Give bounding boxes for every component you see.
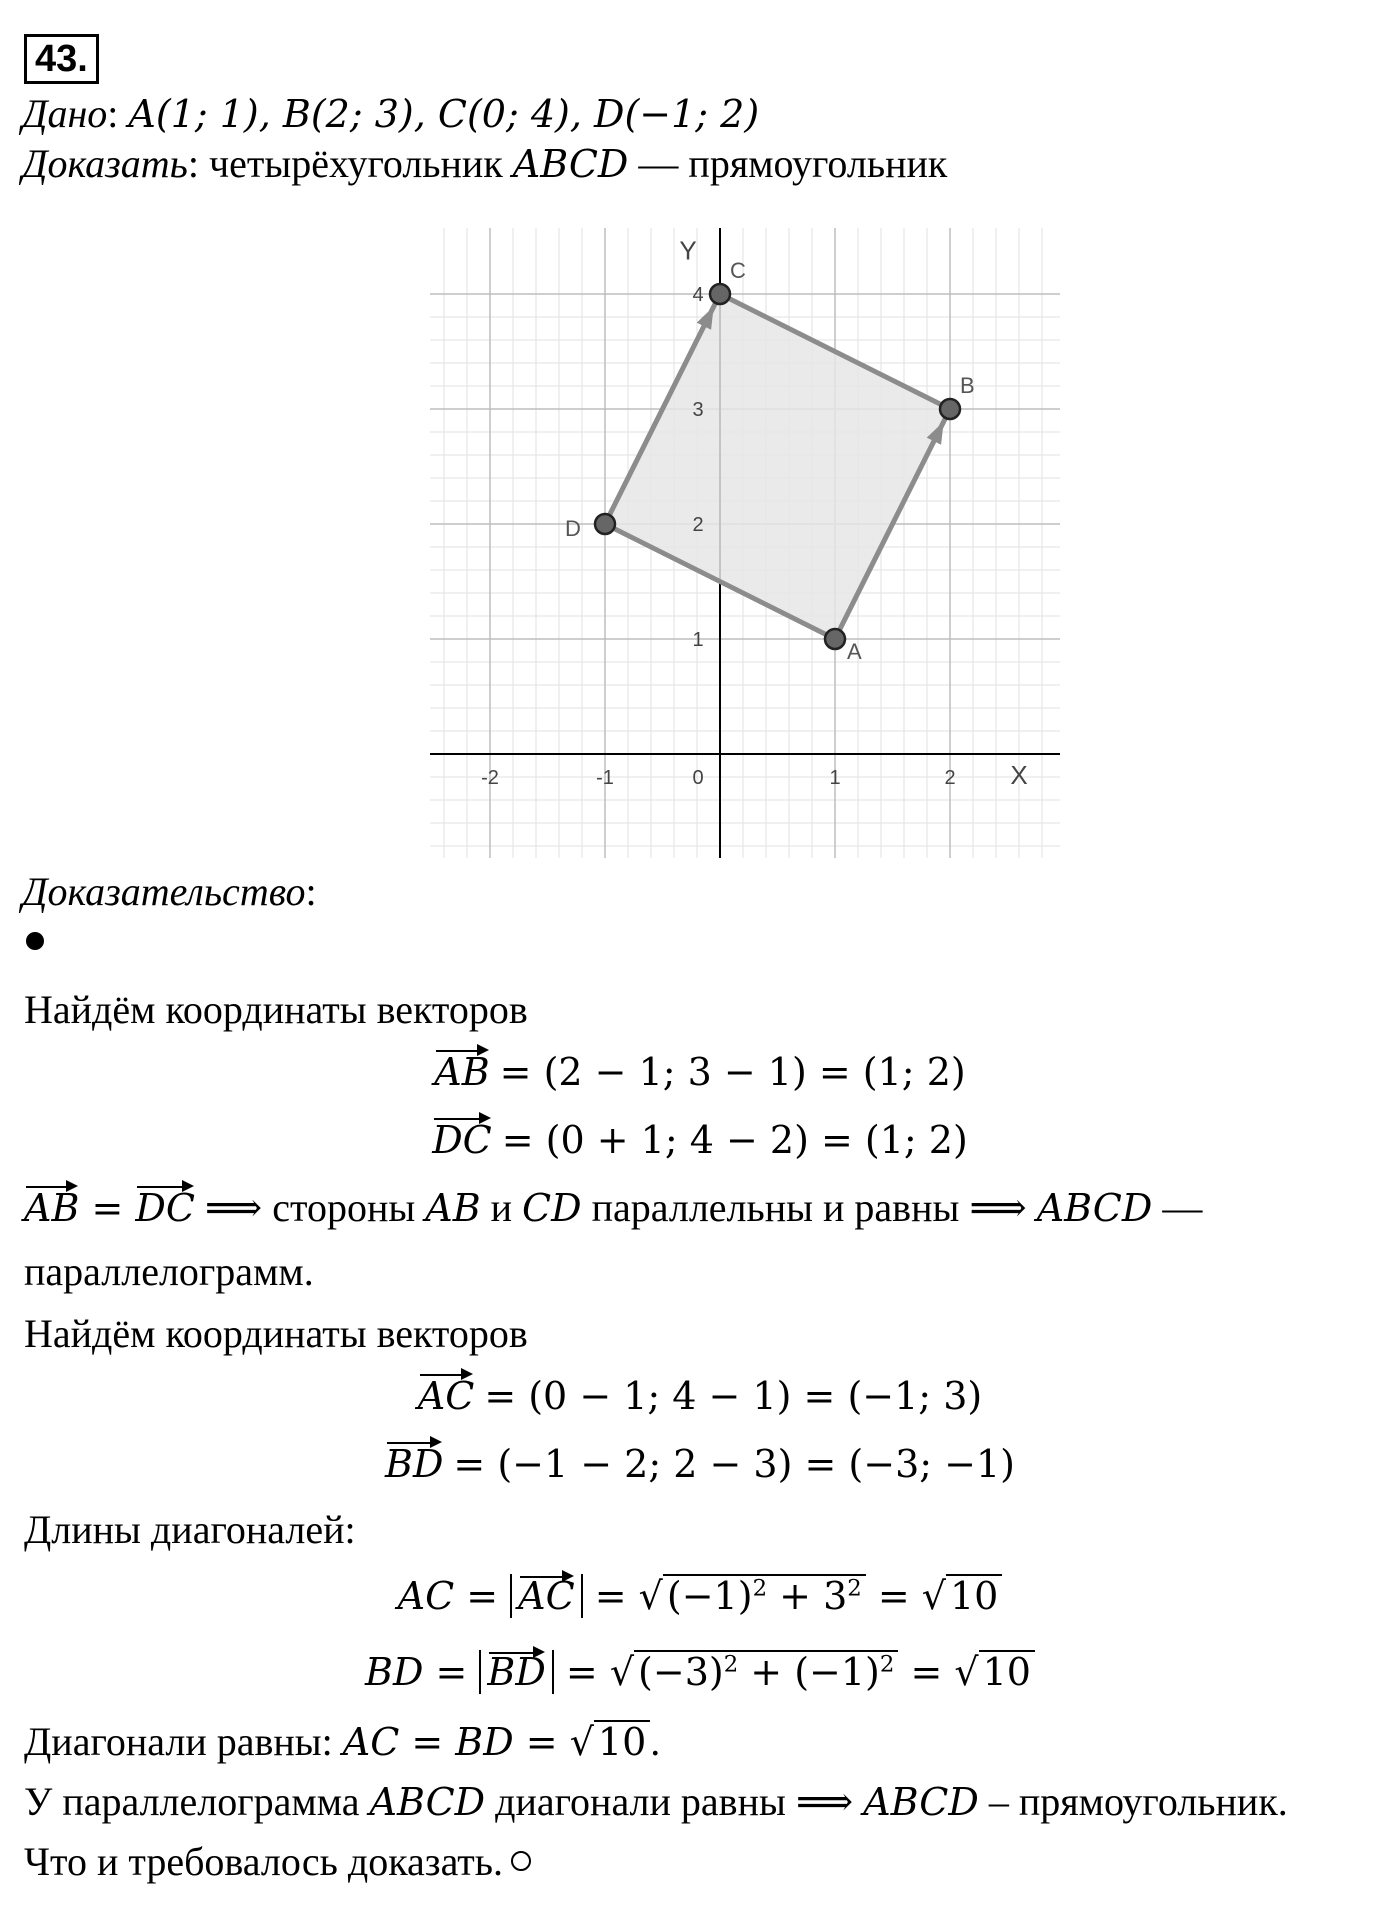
len-bd-line: BD = BD = √ $(-3)^2 + (-1)^2$ = √ 10 [0, 1648, 1400, 1696]
parallelogram-word: параллелограмм. [24, 1249, 314, 1294]
given-line: Дано: A(1; 1), B(2; 3), C(0; 4), D(−1; 2) [22, 91, 760, 136]
equal-vectors-line [24, 1184, 1202, 1232]
figure-abcd: ABCD [1036, 1186, 1153, 1230]
diag-equal-text: Диагонали равны: [24, 1719, 343, 1764]
x-tick-label: 1 [829, 767, 841, 789]
vec-bd-line [0, 1440, 1400, 1488]
y-tick-label: 2 [692, 514, 704, 536]
prove-label: Доказать [22, 141, 188, 186]
vec-ab-line [0, 1048, 1400, 1096]
prove-text-after: — прямоугольник [638, 141, 948, 186]
len-ac-line: AC = AC = √ $(-1)^2 + 3^2$ = √ 10 [0, 1572, 1400, 1620]
diag-equal-expr: AC = BD = [342, 1720, 570, 1764]
ac-pow-1: 2 [752, 1575, 768, 1602]
vec-ac: AC [417, 1374, 475, 1418]
diag-lengths-label: Длины диагоналей: [24, 1507, 356, 1552]
quadrilateral [595, 284, 960, 649]
x-axis-label: X [1010, 760, 1028, 790]
point-label-d: D [565, 515, 581, 541]
eq-sign: = [79, 1186, 136, 1230]
ac-rad-1: (−1) [666, 1574, 753, 1618]
proof-label-line: Доказательство: [22, 869, 317, 914]
vec-ac-line [0, 1372, 1400, 1420]
y-axis-label: Y [679, 235, 697, 266]
impl-text: ⟹ стороны [194, 1185, 426, 1230]
sqrt-ac: √ $(-1)^2 + 3^2$ [639, 1572, 866, 1620]
given-label: Дано [22, 91, 108, 136]
vec-dc-line [0, 1116, 1400, 1164]
vec-dc: DC [432, 1118, 492, 1162]
y-tick-label: 3 [692, 399, 704, 421]
abs-ac [510, 1574, 583, 1618]
bd-pow-2: 2 [879, 1651, 895, 1678]
point-label-a: A [847, 638, 862, 664]
sqrt-bd-result: √ 10 [954, 1648, 1035, 1696]
vector-dc-arrowhead [697, 307, 714, 330]
vec-ac-expr: = (0 − 1; 4 − 1) = (−1; 3) [484, 1374, 983, 1418]
vec-bd: BD [385, 1442, 444, 1486]
parallel-text: параллельны и равны ⟹ [581, 1185, 1037, 1230]
bd-pow-1: 2 [723, 1651, 739, 1678]
bullet [26, 932, 44, 950]
ac-result: 10 [946, 1574, 1002, 1616]
len-bd-lhs: BD = [365, 1650, 480, 1694]
point-b [940, 399, 960, 419]
and-text: и [480, 1185, 523, 1230]
dash: — [1152, 1185, 1203, 1230]
diag-radicand: 10 [594, 1720, 650, 1762]
side-ab: AB [425, 1186, 481, 1230]
proof-label: Доказательство [22, 869, 306, 914]
fig-abcd-2: ABCD [863, 1780, 979, 1824]
given-points: A(1; 1), B(2; 3), C(0; 4), D(−1; 2) [128, 92, 760, 136]
point-c [710, 284, 730, 304]
vec-ab-expr: = (2 − 1; 3 − 1) = (1; 2) [499, 1050, 966, 1094]
len-ac-lhs: AC = [397, 1574, 511, 1618]
ac-rad-2: + 3 [767, 1574, 848, 1618]
sqrt-10: √ 10 [570, 1718, 651, 1766]
ac-pow-2: 2 [847, 1575, 862, 1602]
bd-result: 10 [979, 1650, 1035, 1692]
find-vectors-1: Найдём координаты векторов [24, 987, 528, 1032]
y-tick-label: 4 [692, 284, 704, 306]
vec-dc-expr: = (0 + 1; 4 − 2) = (1; 2) [501, 1118, 968, 1162]
find-vectors-2: Найдём координаты векторов [24, 1311, 528, 1356]
prove-text: четырёхугольник [208, 141, 503, 186]
problem-number: 43. [24, 34, 99, 84]
quadrilateral-abcd [605, 294, 950, 639]
abs-bd [479, 1650, 553, 1694]
vec-ac-abs: AC [518, 1574, 575, 1618]
point-label-b: B [960, 372, 975, 398]
bd-rad-1: (−3) [638, 1650, 724, 1694]
side-cd: CD [522, 1186, 582, 1230]
point-d [595, 514, 615, 534]
point-label-c: C [730, 257, 746, 283]
vec-ab: AB [434, 1050, 490, 1094]
qed-text: Что и требовалось доказать. [24, 1839, 504, 1884]
vec-dc-inline: DC [135, 1186, 195, 1230]
vec-bd-abs: BD [487, 1650, 546, 1694]
prove-figure: ABCD [512, 142, 629, 186]
conclusion-line: У параллелограмма ABCD диагонали равны ⟹ ABCD – прямоугольник. [24, 1779, 1288, 1824]
prove-line: Доказать: четырёхугольник ABCD — прямоугольник [22, 141, 948, 186]
x-tick-label: -1 [596, 767, 614, 789]
qed-circle-icon [511, 1851, 531, 1871]
qed-line [24, 1838, 531, 1886]
x-tick-label: 2 [944, 767, 956, 789]
x-tick-label: -2 [481, 767, 499, 789]
diag-equal-line: Диагонали равны: AC = BD = √ 10 . [24, 1719, 661, 1764]
vec-bd-expr: = (−1 − 2; 2 − 3) = (−3; −1) [453, 1442, 1015, 1486]
coordinate-graph [430, 228, 1060, 858]
x-tick-label: 0 [692, 767, 704, 789]
sqrt-ac-result: √ 10 [922, 1572, 1003, 1620]
fig-abcd-1: ABCD [369, 1780, 486, 1824]
sqrt-bd: √ $(-3)^2 + (-1)^2$ [610, 1648, 899, 1696]
vec-ab-inline: AB [24, 1186, 80, 1230]
bd-rad-2: + (−1) [738, 1650, 880, 1694]
point-a [825, 629, 845, 649]
y-tick-label: 1 [692, 629, 704, 651]
